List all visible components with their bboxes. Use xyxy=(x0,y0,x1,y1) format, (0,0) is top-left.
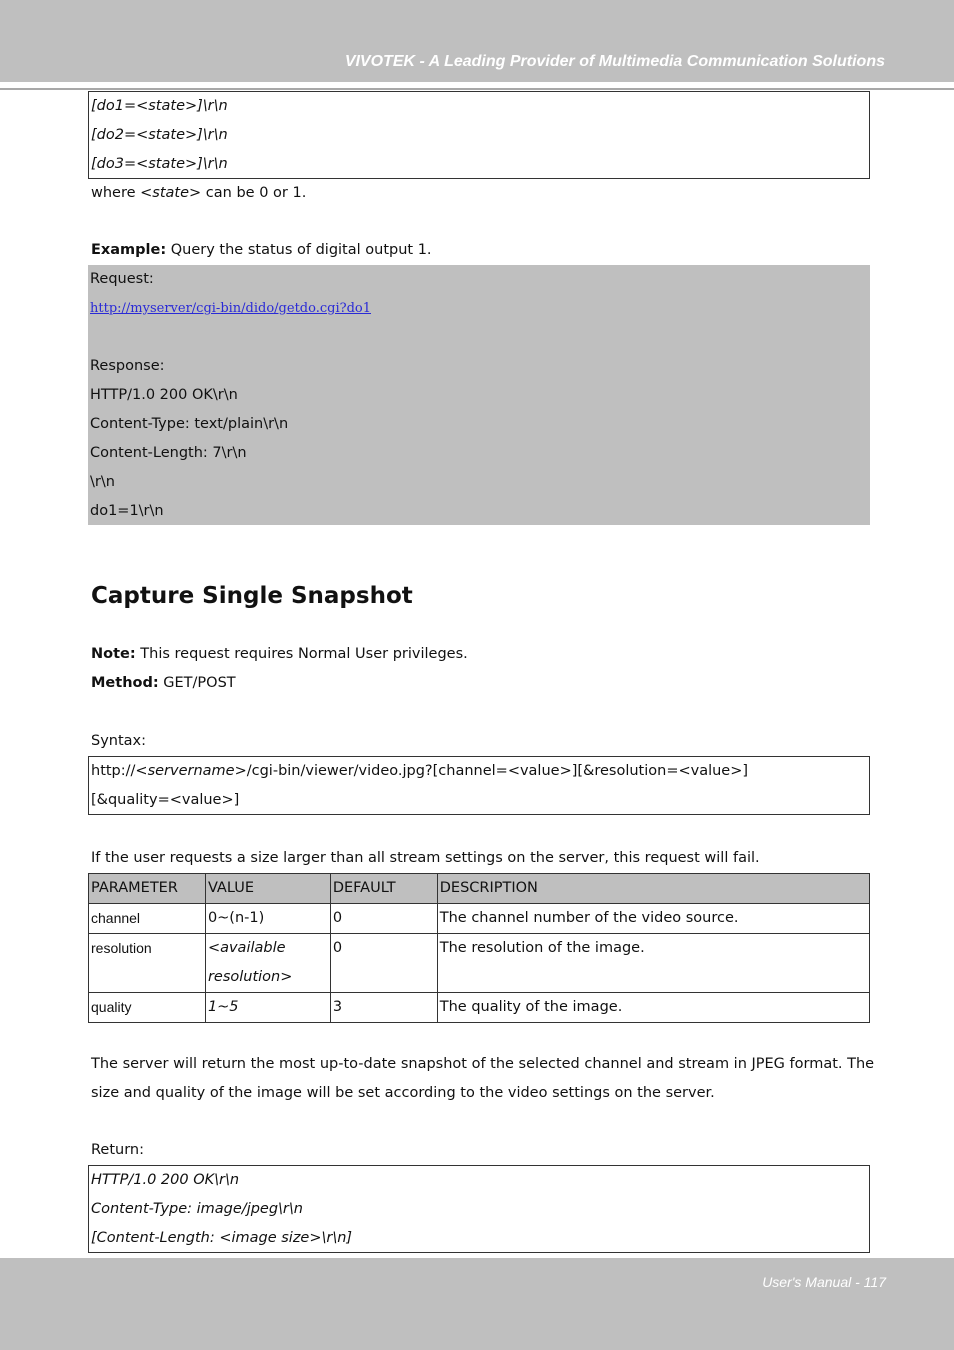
header-divider xyxy=(0,88,954,90)
column-header: DEFAULT xyxy=(330,874,437,904)
server-note-line-2: size and quality of the image will be set according to the video settings on the server. xyxy=(91,1085,715,1101)
method-label: Method: xyxy=(91,675,159,691)
param-value: 1~5 xyxy=(205,993,330,1023)
page-header xyxy=(0,0,954,82)
return-line-3: [Content-Length: <image size>\r\n] xyxy=(91,1230,353,1246)
section-title: Capture Single Snapshot xyxy=(91,583,413,609)
response-label: Response: xyxy=(90,358,165,374)
table-header-row xyxy=(89,874,870,904)
page-footer xyxy=(0,1258,954,1350)
syntax-line-1: http://<servername>/cgi-bin/viewer/video.jpg?[channel=<value>][&resolution=<value>] xyxy=(91,763,749,779)
param-value: 0~(n-1) xyxy=(205,904,330,934)
do-line-2: [do2=<state>]\r\n xyxy=(91,127,228,143)
table-row xyxy=(89,904,870,934)
server-note-line-1: The server will return the most up-to-date snapshot of the selected channel and stream in JPEG format. The xyxy=(91,1056,875,1072)
return-line-2: Content-Type: image/jpeg\r\n xyxy=(91,1201,303,1217)
response-line: Content-Type: text/plain\r\n xyxy=(90,416,289,432)
request-url-link[interactable]: http://myserver/cgi-bin/dido/getdo.cgi?do1 xyxy=(90,301,371,316)
param-default: 0 xyxy=(330,934,437,993)
do-line-1: [do1=<state>]\r\n xyxy=(91,98,228,114)
column-header: DESCRIPTION xyxy=(437,874,869,904)
param-name: quality xyxy=(89,993,206,1023)
response-line: \r\n xyxy=(90,474,115,490)
column-header: VALUE xyxy=(205,874,330,904)
do-line-3: [do3=<state>]\r\n xyxy=(91,156,228,172)
blank-line xyxy=(90,323,870,352)
request-label: Request: xyxy=(90,271,154,287)
servername-variable: <servername> xyxy=(135,763,247,779)
return-box xyxy=(88,1165,870,1253)
param-value: <available resolution> xyxy=(205,934,330,993)
return-label: Return: xyxy=(91,1142,145,1158)
note-line: Note: This request requires Normal User privileges. xyxy=(91,646,468,662)
syntax-line-2: [&quality=<value>] xyxy=(91,792,240,808)
method-line: Method: GET/POST xyxy=(91,675,236,691)
fail-note: If the user requests a size larger than all stream settings on the server, this request will fail. xyxy=(91,850,760,866)
table-row xyxy=(89,993,870,1023)
page-number: User's Manual - 117 xyxy=(762,1274,886,1290)
example-box xyxy=(88,265,870,525)
param-default: 0 xyxy=(330,904,437,934)
return-line-1: HTTP/1.0 200 OK\r\n xyxy=(91,1172,240,1188)
param-description: The resolution of the image. xyxy=(437,934,869,993)
param-default: 3 xyxy=(330,993,437,1023)
example-label: Example: xyxy=(91,242,167,258)
syntax-box xyxy=(88,756,870,815)
column-header: PARAMETER xyxy=(89,874,206,904)
parameter-table xyxy=(88,873,870,1023)
response-line: Content-Length: 7\r\n xyxy=(90,445,247,461)
note-label: Note: xyxy=(91,646,136,662)
where-text: where <state> can be 0 or 1. xyxy=(91,185,307,201)
state-variable: <state> xyxy=(140,185,202,201)
param-description: The channel number of the video source. xyxy=(437,904,869,934)
do-state-box xyxy=(88,91,870,179)
example-line: Example: Query the status of digital output 1. xyxy=(91,242,432,258)
param-name: resolution xyxy=(89,934,206,993)
param-name: channel xyxy=(89,904,206,934)
param-description: The quality of the image. xyxy=(437,993,869,1023)
response-line: HTTP/1.0 200 OK\r\n xyxy=(90,387,238,403)
table-row xyxy=(89,934,870,993)
response-line: do1=1\r\n xyxy=(90,503,164,519)
syntax-label: Syntax: xyxy=(91,733,147,749)
header-title: VIVOTEK - A Leading Provider of Multimedia Communication Solutions xyxy=(344,53,885,70)
